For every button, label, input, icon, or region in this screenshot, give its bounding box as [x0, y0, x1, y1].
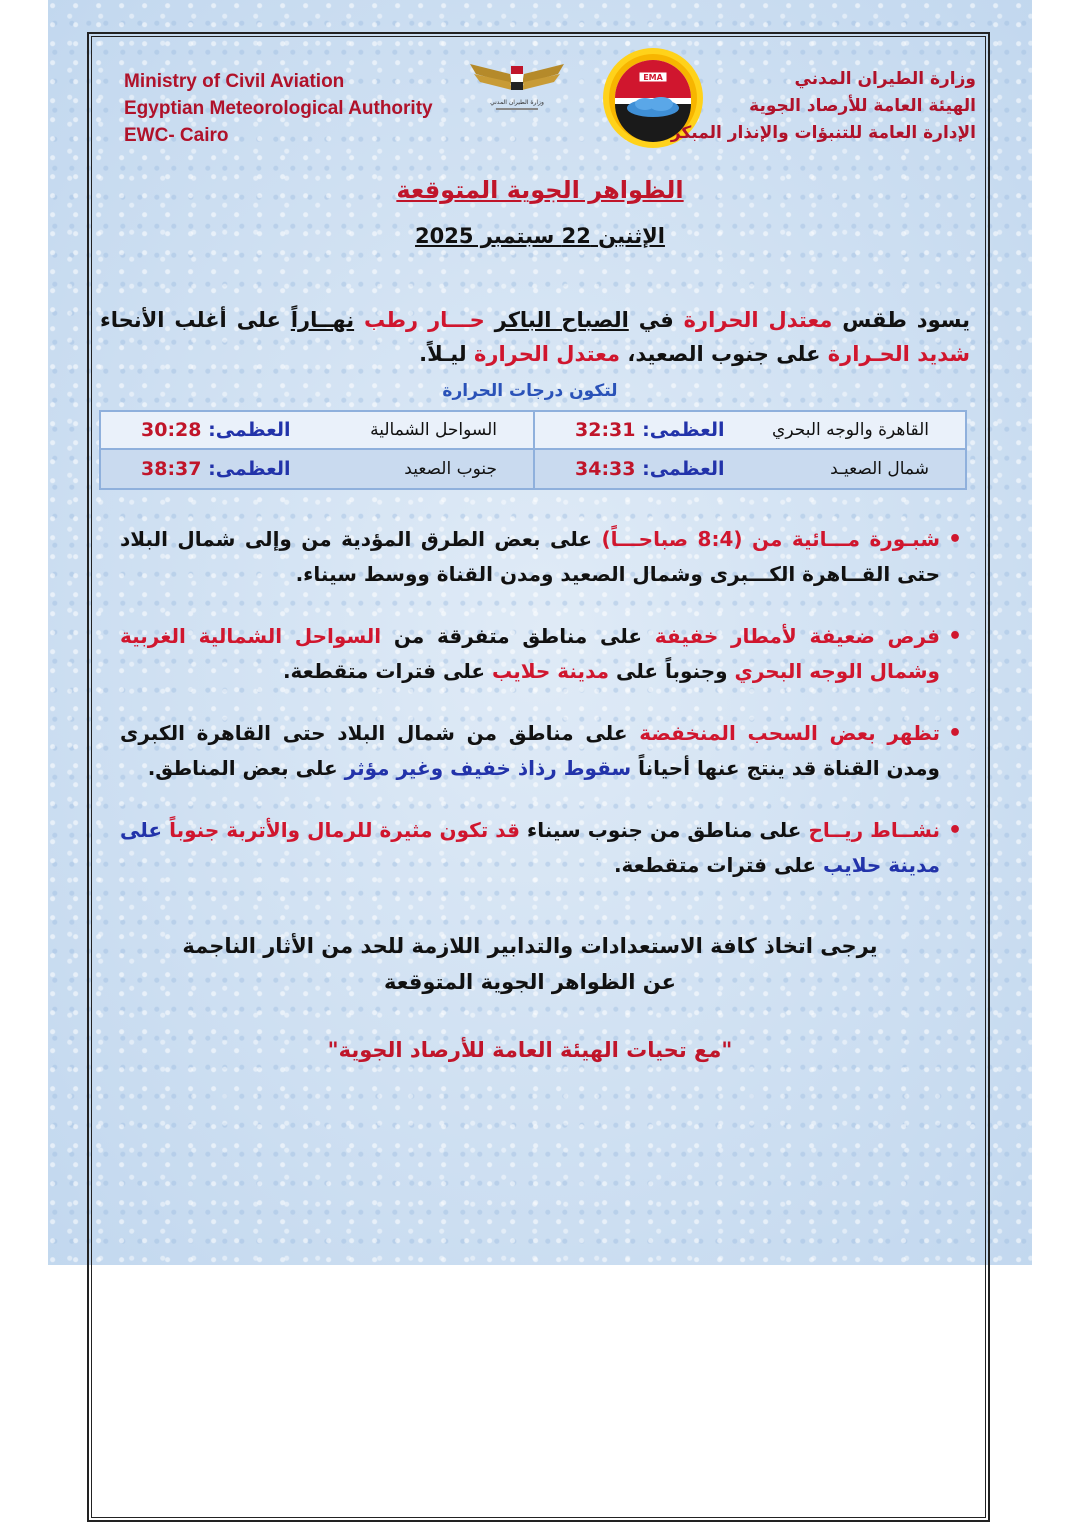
ministry-logo-caption: وزارة الطيران المدني — [490, 99, 544, 106]
intro-text: يسود طقس — [842, 308, 970, 332]
intro-highlight: شديد الحـرارة — [827, 342, 970, 366]
page-title: الظواهر الجوية المتوقعة — [396, 176, 684, 204]
phenomenon-text: على مناطق متفرقة من — [393, 624, 643, 648]
phenomenon-text: على بعض الطرق المؤدية من وإلى شمال البلاد حتى القــاهرة الكـــبرى وشمال الصعيد ومدن القناة ووسط سيناء. — [120, 527, 940, 586]
ministry-name-en: Ministry of Civil Aviation — [124, 71, 345, 92]
region-name: السواحل الشمالية — [370, 420, 497, 440]
forecast-date: الإثنين 22 سبتمبر 2025 — [415, 224, 665, 248]
closing-line: عن الظواهر الجوية المتوقعة — [384, 970, 676, 994]
phenomenon-text: على مناطق من جنوب سيناء — [526, 818, 802, 842]
ema-logo-text: EMA — [643, 73, 663, 82]
phenomenon-text: على فترات متقطعة. — [282, 659, 486, 683]
table-cell — [101, 450, 533, 488]
header-english — [124, 68, 433, 149]
phenomena-list — [120, 522, 940, 910]
phenomenon-highlight-blue: على مدينة حلايب — [120, 818, 940, 877]
authority-name-ar: الهيئة العامة للأرصاد الجوية — [749, 96, 976, 116]
phenomenon-highlight: مدينة حلايب — [492, 659, 609, 683]
phenomenon-highlight: قد تكون مثيرة للرمال والأتربة جنوباً — [169, 818, 520, 842]
list-item — [120, 813, 940, 883]
intro-paragraph — [100, 303, 970, 371]
intro-text: في — [638, 308, 674, 332]
phenomenon-highlight: السواحل الشمالية الغربية وشمال الوجه البحري — [120, 624, 940, 683]
intro-text: نهــاراً — [290, 308, 355, 332]
center-name-ar: الإدارة العامة للتنبؤات والإنذار المبكر — [670, 123, 976, 143]
intro-highlight: حـــار رطب — [364, 308, 485, 332]
phenomenon-text: على بعض المناطق. — [147, 756, 338, 780]
max-temp — [575, 458, 725, 480]
intro-text: على أغلب الأنحاء — [100, 308, 281, 332]
intro-text: الصباح الباكر — [494, 308, 629, 332]
phenomenon-text: على فترات متقطعة. — [613, 853, 817, 877]
table-cell — [533, 412, 965, 450]
phenomenon-highlight: شبـورة مـــائية من (8:4 صباحـــاً) — [601, 527, 941, 551]
max-label: العظمى: — [642, 419, 725, 441]
temp-value: 38:37 — [141, 458, 202, 480]
phenomenon-highlight: فرص ضعيفة لأمطار خفيفة — [654, 624, 940, 648]
max-label: العظمى: — [208, 458, 291, 480]
closing-line: يرجى اتخاذ كافة الاستعدادات والتدابير اللازمة للحد من الأثار الناجمة — [182, 934, 878, 958]
region-name: شمال الصعيـد — [830, 459, 929, 479]
authority-name-en: Egyptian Meteorological Authority — [124, 98, 433, 119]
table-cell — [101, 412, 533, 450]
phenomenon-highlight: تظهر بعض السحب المنخفضة — [639, 721, 940, 745]
center-name-en: EWC- Cairo — [124, 125, 229, 146]
phenomenon-highlight: نشــاط ريــاح — [808, 818, 940, 842]
max-label: العظمى: — [208, 419, 291, 441]
temperatures-table — [99, 410, 967, 490]
region-name: القاهرة والوجه البحري — [772, 420, 929, 440]
temp-value: 30:28 — [141, 419, 202, 441]
greeting: "مع تحيات الهيئة العامة للأرصاد الجوية" — [327, 1038, 733, 1062]
intro-text: على جنوب الصعيد، — [627, 342, 821, 366]
intro-highlight: معتدل الحرارة — [683, 308, 833, 332]
table-cell — [533, 450, 965, 488]
phenomenon-text: على مناطق من شمال البلاد حتى القاهرة الكبرى ومدن القناة قد ينتج عنها أحياناً — [120, 721, 940, 780]
max-temp — [141, 419, 291, 441]
temp-value: 34:33 — [575, 458, 636, 480]
intro-highlight: معتدل الحرارة — [473, 342, 621, 366]
list-item — [120, 619, 940, 689]
intro-text: ليـلاً. — [419, 342, 467, 366]
ministry-name-ar: وزارة الطيران المدني — [794, 69, 976, 89]
phenomenon-text: وجنوباً على — [615, 659, 728, 683]
max-temp — [575, 419, 725, 441]
header-arabic — [671, 66, 976, 147]
ministry-logo — [466, 56, 568, 120]
max-temp — [141, 458, 291, 480]
max-label: العظمى: — [642, 458, 725, 480]
list-item — [120, 522, 940, 592]
phenomenon-highlight-blue: سقوط رذاذ خفيف وغير مؤثر — [344, 756, 632, 780]
temperatures-heading: لتكون درجات الحرارة — [442, 381, 618, 401]
region-name: جنوب الصعيد — [404, 459, 497, 479]
list-item — [120, 716, 940, 786]
temp-value: 32:31 — [575, 419, 636, 441]
closing-note — [0, 928, 1060, 1000]
